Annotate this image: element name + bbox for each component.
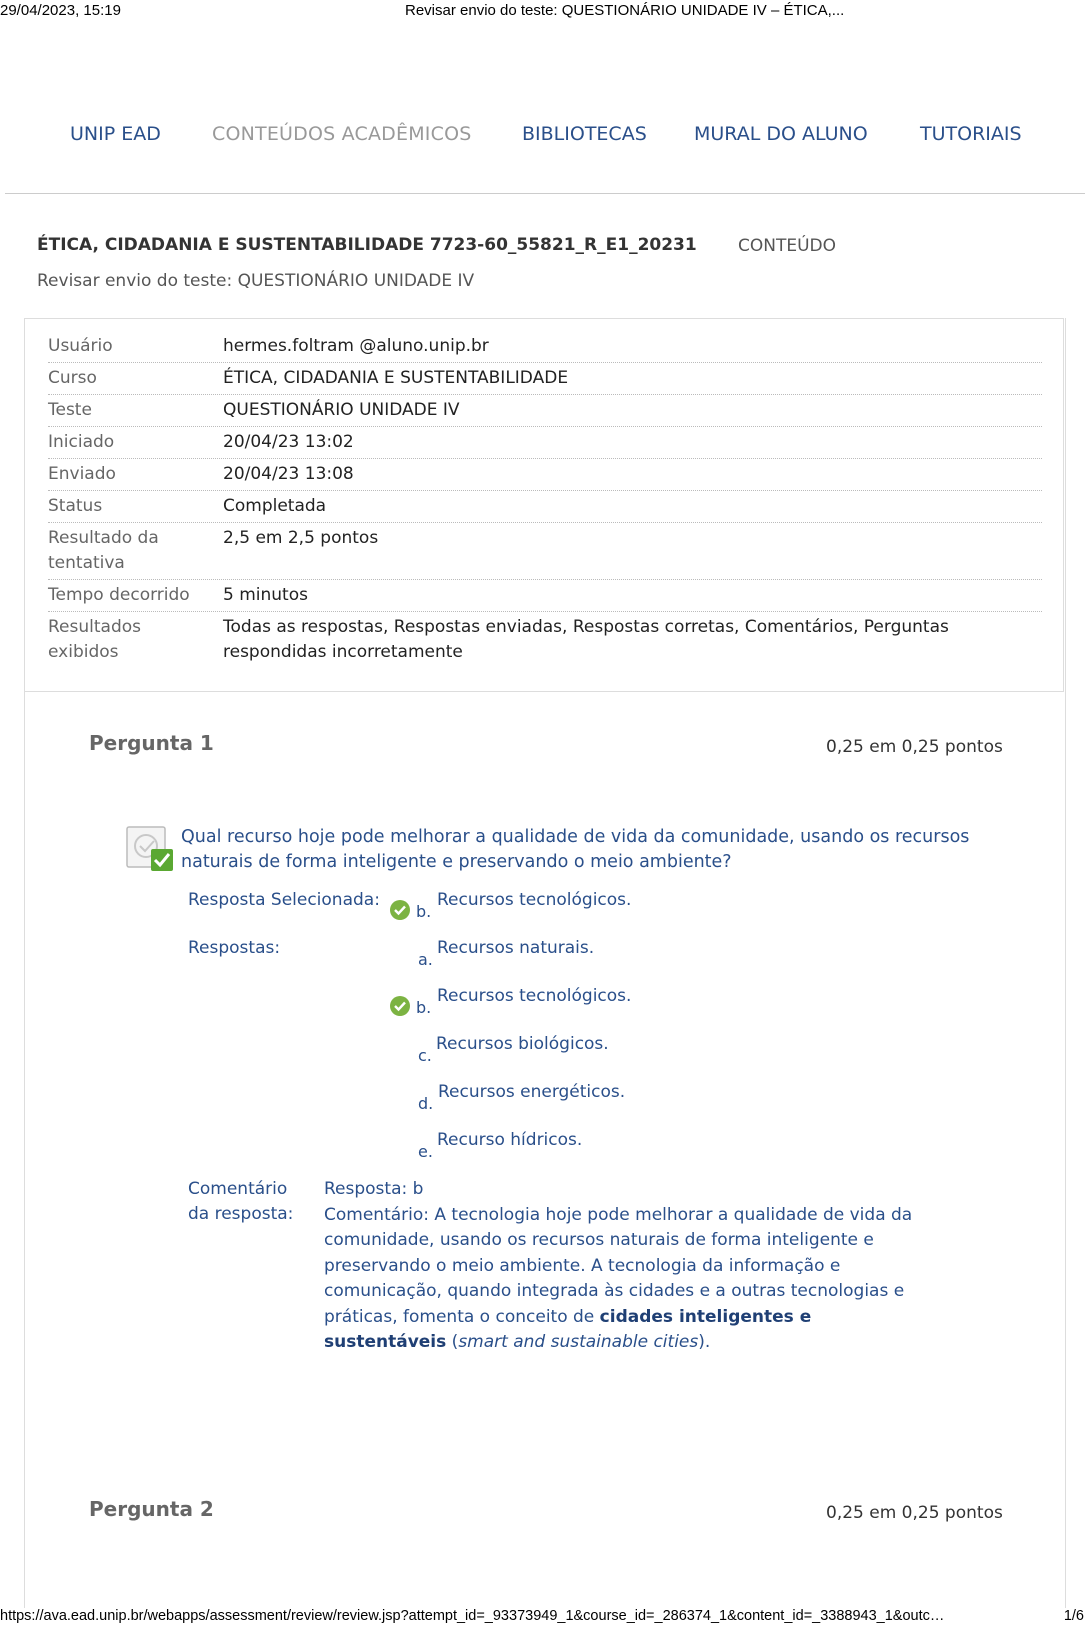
- content-link[interactable]: CONTEÚDO: [738, 236, 837, 256]
- nav-bibliotecas[interactable]: BIBLIOTECAS: [522, 123, 647, 145]
- summary-row-curso: [48, 366, 1042, 395]
- answer-letter: c.: [418, 1046, 432, 1065]
- comment-label: Comentário da resposta:: [188, 1179, 294, 1224]
- comment-highlight: cidades inteligentes e sustentáveis: [324, 1306, 812, 1352]
- answer-option: Recursos energéticos.: [438, 1082, 626, 1102]
- answers-label: Respostas:: [188, 938, 281, 958]
- answer-letter: d.: [418, 1094, 434, 1113]
- selected-answer-letter: b.: [416, 902, 432, 921]
- summary-value: 20/04/23 13:02: [223, 432, 354, 452]
- selected-answer-label: Resposta Selecionada:: [188, 890, 380, 910]
- selected-answer-text: Recursos tecnológicos.: [437, 890, 632, 910]
- summary-value: hermes.foltram @aluno.unip.br: [223, 336, 489, 356]
- comment-paren-open: (: [451, 1332, 459, 1352]
- question-1-text: Qual recurso hoje pode melhorar a qualidade de vida da comunidade, usando os recursos naturais de forma inteligente e preservando o meio ambiente?: [181, 827, 970, 872]
- comment-italic: smart and sustainable cities: [458, 1332, 699, 1352]
- summary-label: Resultados exibidos: [48, 617, 141, 662]
- answer-option: Recurso hídricos.: [437, 1130, 583, 1150]
- summary-value: ÉTICA, CIDADANIA E SUSTENTABILIDADE: [223, 368, 569, 388]
- summary-row-resultados-exibidos: [48, 615, 1042, 671]
- comment-text: Comentário: A tecnologia hoje pode melhorar a qualidade de vida da comunidade, usando os recursos naturais de forma inteligente e preservando o meio ambiente. A tecnologia da informação e comunicação, quando integrada às cidades e a outras tecnologias e práticas, fomenta o conceito de: [324, 1204, 913, 1327]
- correct-check-icon: [390, 996, 410, 1016]
- summary-label: Iniciado: [48, 432, 115, 452]
- summary-label: Enviado: [48, 464, 116, 484]
- summary-value: QUESTIONÁRIO UNIDADE IV: [223, 400, 460, 420]
- summary-value: Todas as respostas, Respostas enviadas, Respostas corretas, Comentários, Perguntas respondidas incorretamente: [223, 617, 949, 662]
- print-header: [0, 0, 1086, 22]
- summary-label: Status: [48, 496, 103, 516]
- question-1-heading: Pergunta 1: [89, 731, 214, 755]
- question-2-points: 0,25 em 0,25 pontos: [826, 1503, 1003, 1523]
- comment-text-block: [324, 1203, 924, 1356]
- summary-row-usuario: [48, 334, 1042, 363]
- summary-row-teste: [48, 398, 1042, 427]
- nav-tutoriais[interactable]: TUTORIAIS: [920, 123, 1022, 145]
- summary-value: 20/04/23 13:08: [223, 464, 354, 484]
- print-datetime: 29/04/2023, 15:19: [0, 2, 121, 19]
- summary-label: Curso: [48, 368, 97, 388]
- breadcrumb: Revisar envio do teste: QUESTIONÁRIO UNIDADE IV: [37, 271, 475, 291]
- print-title: Revisar envio do teste: QUESTIONÁRIO UNIDADE IV – ÉTICA,...: [405, 2, 845, 19]
- print-url: https://ava.ead.unip.br/webapps/assessment/review/review.jsp?attempt_id=_93373949_1&course_id=_286374_1&content_id=_3388943_1&outc…: [0, 1608, 945, 1624]
- summary-row-status: [48, 494, 1042, 523]
- answer-option: Recursos naturais.: [437, 938, 595, 958]
- summary-label: Resultado da tentativa: [48, 528, 159, 573]
- answer-letter: e.: [418, 1142, 433, 1161]
- answer-letter: a.: [418, 950, 433, 969]
- summary-row-iniciado: [48, 430, 1042, 459]
- nav-unip-ead[interactable]: UNIP EAD: [70, 123, 161, 145]
- summary-row-resultado: [48, 526, 1042, 580]
- summary-label: Teste: [48, 400, 92, 420]
- print-page-number: 1/6: [1063, 1608, 1084, 1624]
- summary-label: Tempo decorrido: [48, 585, 190, 605]
- nav-conteudos-academicos[interactable]: CONTEÚDOS ACADÊMICOS: [212, 123, 472, 145]
- summary-value: Completada: [223, 496, 327, 516]
- summary-value: 5 minutos: [223, 585, 308, 605]
- summary-row-enviado: [48, 462, 1042, 491]
- comment-paren-close: ).: [698, 1332, 711, 1352]
- correct-check-icon: [390, 900, 410, 920]
- question-2-heading: Pergunta 2: [89, 1497, 214, 1521]
- answer-letter: b.: [416, 998, 432, 1017]
- summary-label: Usuário: [48, 336, 113, 356]
- print-footer: [0, 1606, 1086, 1626]
- summary-value: 2,5 em 2,5 pontos: [223, 528, 379, 548]
- nav-divider: [5, 193, 1085, 194]
- comment-answer: Resposta: b: [324, 1179, 424, 1199]
- course-title[interactable]: ÉTICA, CIDADANIA E SUSTENTABILIDADE 7723-60_55821_R_E1_20231: [37, 235, 697, 255]
- answer-option: Recursos tecnológicos.: [437, 986, 632, 1006]
- top-navigation: [0, 115, 1086, 155]
- summary-row-tempo: [48, 583, 1042, 612]
- question-1-points: 0,25 em 0,25 pontos: [826, 737, 1003, 757]
- answer-option: Recursos biológicos.: [436, 1034, 609, 1054]
- nav-mural-do-aluno[interactable]: MURAL DO ALUNO: [694, 123, 868, 145]
- comment-body: [324, 1177, 924, 1356]
- correct-question-icon: [126, 826, 174, 874]
